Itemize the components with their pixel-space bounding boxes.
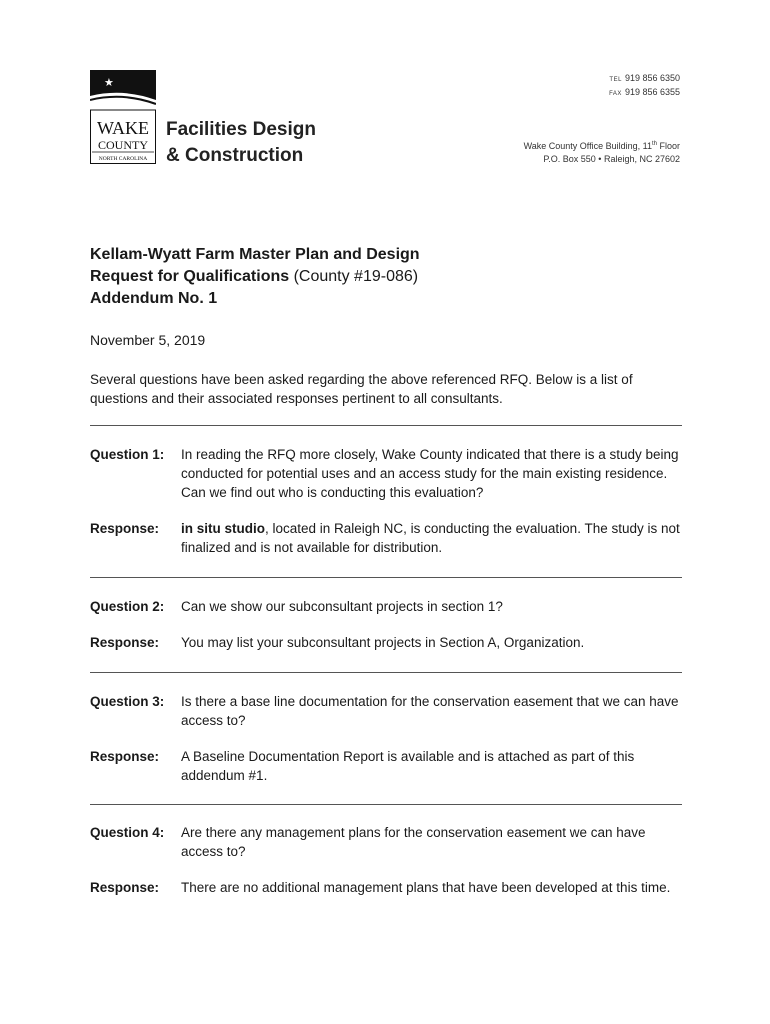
response-text: A Baseline Documentation Report is available and is attached as part of this addendum #1. — [181, 749, 635, 783]
response-2 — [90, 633, 682, 652]
question-2 — [90, 597, 682, 616]
response-label: Response: — [90, 635, 160, 650]
tel-number: 919 856 6350 — [624, 73, 680, 83]
contact-numbers — [609, 72, 680, 100]
fax-line — [609, 86, 680, 100]
response-label: Response: — [90, 521, 160, 536]
tel-line — [609, 72, 680, 86]
title-line-1: Kellam-Wyatt Farm Master Plan and Design — [90, 246, 420, 263]
question-text: Is there a base line documentation for the conservation easement that we can have access to? — [181, 694, 679, 728]
document-title — [90, 244, 420, 310]
divider — [90, 672, 682, 673]
title-line-2: Request for Qualifications (County #19-086) — [90, 268, 419, 285]
response-3 — [90, 747, 682, 785]
department-name — [166, 117, 316, 169]
question-label: Question 3: — [90, 694, 165, 709]
response-text: You may list your subconsultant projects in Section A, Organization. — [181, 635, 585, 650]
fax-label: FAX — [609, 91, 622, 97]
fax-number: 919 856 6355 — [624, 87, 680, 97]
question-text: Are there any management plans for the conservation easement we can have access to? — [181, 825, 646, 859]
address-line-2: P.O. Box 550 • Raleigh, NC 27602 — [543, 154, 680, 164]
question-label: Question 4: — [90, 825, 165, 840]
response-1 — [90, 519, 682, 557]
response-label: Response: — [90, 880, 160, 895]
question-label: Question 2: — [90, 599, 165, 614]
office-address — [524, 138, 680, 166]
response-text: There are no additional management plans that have been developed at this time. — [181, 880, 671, 895]
logo-county: COUNTY — [98, 138, 148, 152]
wake-county-logo — [90, 70, 156, 164]
question-text: In reading the RFQ more closely, Wake County indicated that there is a study being conducted for potential uses and an access study for the main existing residence. Can we find out who is conducting this evaluation? — [181, 447, 679, 500]
title-line-3: Addendum No. 1 — [90, 290, 218, 307]
response-4 — [90, 878, 682, 897]
department-line-2: & Construction — [166, 145, 304, 166]
question-text: Can we show our subconsultant projects in section 1? — [181, 599, 503, 614]
address-line-1: Wake County Office Building, 11th Floor — [523, 141, 680, 151]
department-line-1: Facilities Design — [166, 119, 316, 140]
divider — [90, 425, 682, 426]
logo-wake: WAKE — [97, 118, 149, 138]
logo-star: ★ — [104, 76, 114, 89]
question-label: Question 1: — [90, 447, 165, 462]
logo-state: NORTH CAROLINA — [98, 156, 148, 162]
intro-paragraph: Several questions have been asked regarding the above referenced RFQ. Below is a list of questions and their associated responses pertinent to all consultants. — [90, 372, 633, 406]
divider — [90, 804, 682, 805]
tel-label: TEL — [609, 77, 622, 83]
response-text: in situ studio, located in Raleigh NC, is conducting the evaluation. The study is not finalized and is not available for distribution. — [181, 521, 680, 555]
question-1 — [90, 445, 682, 502]
divider — [90, 577, 682, 578]
response-label: Response: — [90, 749, 160, 764]
document-date: November 5, 2019 — [90, 332, 206, 348]
question-4 — [90, 823, 682, 861]
question-3 — [90, 692, 682, 730]
